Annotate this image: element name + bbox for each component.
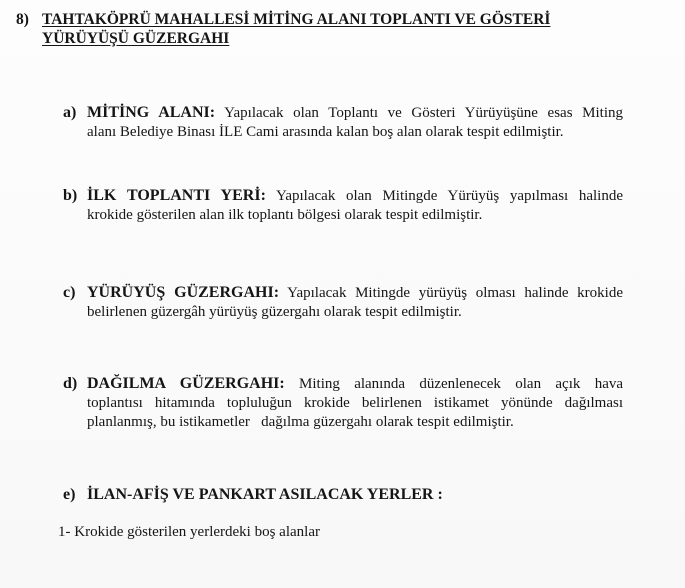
paragraph-e [63,485,623,505]
paragraph-c [63,283,623,322]
item-c-line1: Yapılacak Mitingde yürüyüş olması halinde krokide [287,285,623,301]
item-label-b: b) [63,187,78,204]
paragraph-b [63,186,623,225]
term-ilk-toplanti-yeri: İLK TOPLANTI YERİ: [87,187,266,204]
term-yuruyus-guzergahi: YÜRÜYÜŞ GÜZERGAHI: [87,284,280,301]
term-dagilma-guzergahi: DAĞILMA GÜZERGAHI: [87,375,285,392]
item-d-line2: toplantısı hitamında topluluğun krokide belirlenen istikamet yönünde dağılması [87,395,623,411]
item-a-line1: Yapılacak olan Toplantı ve Gösteri Yürüyüşüne esas Miting [224,105,623,121]
section-number: 8) [16,11,29,28]
item-c-line2: belirlenen güzergâh yürüyüş güzergahı olarak tespit edilmiştir. [87,304,462,320]
item-label-c: c) [63,284,76,301]
item-a-line2: alanı Belediye Binası İLE Cami arasında kalan boş alan olarak tespit edilmiştir. [87,124,564,140]
item-label-e: e) [63,486,76,503]
list-item-1: 1- Krokide gösterilen yerlerdeki boş alanlar [58,524,320,540]
item-d-line3: planlanmış, bu istikametler dağılma güzergahı olarak tespit edilmiştir. [87,414,514,430]
term-ilan-afis: İLAN-AFİŞ VE PANKART ASILACAK YERLER : [87,486,443,503]
item-label-d: d) [63,375,78,392]
item-b-line1: Yapılacak olan Mitingde Yürüyüş yapılması halinde [276,188,624,204]
item-b-line2: krokide gösterilen alan ilk toplantı bölgesi olarak tespit edilmiştir. [87,207,483,223]
item-d-line1: Miting alanında düzenlenecek olan açık hava [299,376,624,392]
paragraph-a [63,103,623,142]
item-label-a: a) [63,104,77,121]
section-title: TAHTAKÖPRÜ MAHALLESİ MİTİNG ALANI TOPLANTI VE GÖSTERİ YÜRÜYÜŞÜ GÜZERGAHI [42,11,551,47]
paragraph-d [63,374,623,432]
term-miting-alani: MİTİNG ALANI: [87,104,216,121]
